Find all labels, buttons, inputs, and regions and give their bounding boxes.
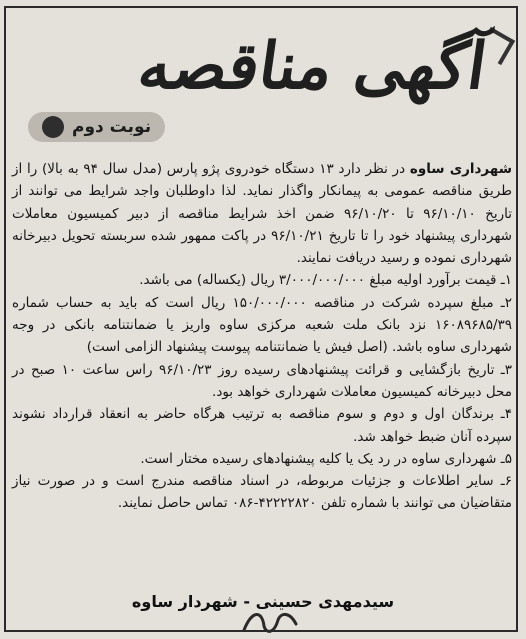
condition-item: ۴ـ برندگان اول و دوم و سوم مناقصه به ترتیب هرگاه حاضر به انعقاد قرارداد نشوند سپرده آنان ضبط خواهد شد. — [12, 406, 512, 445]
turn-badge — [28, 112, 165, 142]
badge-dot-icon — [42, 116, 64, 138]
condition-item: ۵ـ شهرداری ساوه در رد یک یا کلیه پیشنهادهای رسیده مختار است. — [140, 450, 512, 467]
ad-body — [12, 158, 512, 515]
condition-item: ۱ـ قیمت برآورد اولیه مبلغ ۳/۰۰۰/۰۰۰/۰۰۰ ریال (یکساله) می باشد. — [139, 272, 512, 289]
condition-item: ۲ـ مبلغ سپرده شرکت در مناقصه ۱۵۰/۰۰۰/۰۰۰ ریال است که باید به حساب شماره ۱۶۰۸۹۶۸۵/۳۹ نزد بانک ملت شعبه مرکزی ساوه واریز یا ضمانتنامه بانکی در وجه شهرداری ساوه باشد. (اصل فیش یا ضمانتنامه پیوست پیشنهاد الزامی است) — [12, 294, 513, 356]
condition-item: ۶ـ سایر اطلاعات و جزئیات مربوطه، در اسناد مناقصه مندرج است و در صورت نیاز متقاضیان می توانند با شماره تلفن ۴۲۲۲۲۸۲۰-۰۸۶ تماس حاصل نمایند. — [12, 473, 512, 512]
intro-text: در نظر دارد ۱۳ دستگاه خودروی پژو پارس (مدل سال ۹۴ به بالا) را از طریق مناقصه عمومی به پیمانکار واگذار نماید. لذا داوطلبان واجد شرایط می توانند از تاریخ ۹۶/۱۰/۱۰ تا ۹۶/۱۰/۲۰ ضمن اخذ شرایط مناقصه از دبیر کمیسیون معاملات شهرداری پیشنهاد خود را تا تاریخ ۹۶/۱۰/۲۱ در پاکت ممهور شده سربسته تحویل دبیرخانه شهرداری نموده و رسید دریافت نمایند. — [12, 161, 513, 267]
ad-title: آگهی مناقصه — [133, 29, 492, 104]
intro-paragraph — [12, 158, 512, 269]
handwritten-mark-icon — [240, 604, 300, 638]
signature-line: سیدمهدی حسینی - شهردار ساوه — [131, 592, 395, 611]
turn-label: نوبت دوم — [72, 117, 152, 137]
condition-item: ۳ـ تاریخ بازگشایی و قرائت پیشنهادهای رسیده روز ۹۶/۱۰/۲۳ راس ساعت ۱۰ صبح در محل دبیرخانه کمیسیون معاملات شهرداری خواهد بود. — [12, 361, 512, 400]
org-name: شهرداری ساوه — [409, 161, 512, 177]
